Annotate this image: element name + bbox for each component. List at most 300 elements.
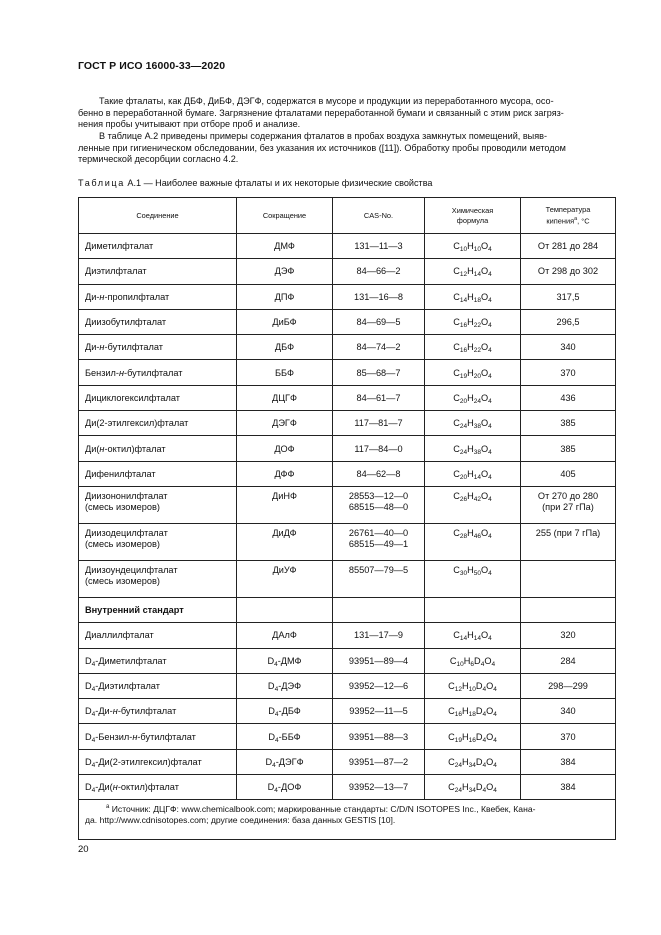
cell-formula [425, 411, 521, 436]
formula-element: О [486, 706, 494, 717]
formula-element: О [484, 655, 492, 666]
formula-count: 4 [493, 736, 497, 744]
boiling-point: 284 [560, 655, 576, 666]
abbreviation: ДиНФ [272, 490, 297, 501]
deuterium-prefix: D [85, 756, 92, 767]
cell-compound [79, 284, 237, 309]
formula-count: 24 [454, 761, 462, 769]
table-row [79, 461, 616, 486]
compound-name-suffix: -бутилфталат [117, 706, 177, 717]
cell-compound [79, 775, 237, 800]
table-row [79, 335, 616, 360]
formula-count: 12 [454, 686, 462, 693]
formula-element: Н [467, 418, 474, 429]
formula-count: 10 [456, 660, 464, 668]
abbreviation: ББФ [275, 367, 294, 378]
table-row [79, 284, 616, 309]
formula-count: 18 [473, 296, 481, 304]
formula-element: Н [461, 681, 469, 691]
compound-name-main: н [99, 443, 105, 454]
cell-abbreviation [237, 284, 333, 309]
formula-count: 4 [482, 761, 487, 769]
formula-element: О [486, 782, 494, 793]
cell-compound [79, 309, 237, 334]
cell-boiling-point [521, 523, 616, 560]
cell-cas-number [333, 699, 425, 724]
formula-element: D [475, 756, 483, 767]
paragraph-line: Такие фталаты, как ДБФ, ДиБФ, ДЭГФ, содержатся в мусоре и продукции из переработанного мусора, осо- [99, 96, 554, 106]
abbreviation: ДЭГФ [272, 418, 297, 429]
footnote-line: да. http://www.cdnisotopes.com; другие соединения: база данных GESTIS [10]. [85, 815, 396, 826]
compound-name-prefix: - [95, 655, 99, 666]
cell-boiling-point [521, 335, 616, 360]
abbreviation: ДМФ [274, 241, 295, 252]
cell-compound [79, 623, 237, 648]
compound-name-prefix: Ди- [85, 291, 100, 302]
compound-name-line: Диизононилфталат [85, 490, 168, 501]
cell-boiling-point [521, 775, 616, 800]
abbreviation: ДЭФ [274, 266, 295, 277]
cas-number: 93951—87—2 [348, 756, 409, 767]
formula-element: Н [467, 342, 474, 353]
formula-element: Н [467, 468, 474, 479]
cell-compound [79, 436, 237, 461]
boiling-point: 385 [560, 418, 576, 429]
compound-name-suffix: -бутилфталат [137, 731, 196, 742]
formula-element: С [453, 266, 460, 277]
cell-formula [425, 724, 521, 749]
cell-abbreviation [237, 461, 333, 486]
formula-count: 4 [488, 397, 492, 405]
boiling-point: 340 [560, 706, 576, 717]
formula-count: 24 [459, 423, 468, 431]
cell-abbreviation [237, 749, 333, 774]
deuterium-count: 4 [91, 711, 96, 719]
col-header-cas: CAS-No. [333, 198, 425, 234]
footnote-line: $^а$ Источник: ДЦГФ: www.chemicalbook.com; маркированные стандарты: C/D/N ISOTOPES Inc., Квебек, Кана- [106, 804, 536, 815]
formula-count: 4 [493, 761, 497, 769]
boiling-point: (при 27 гПа) [542, 501, 594, 512]
abbreviation: D [267, 782, 275, 793]
col-header-formula-line2: формула [456, 215, 489, 225]
table-row [79, 724, 616, 749]
compound-name-suffix: -бутилфталат [124, 367, 183, 378]
formula-count: 14 [459, 635, 468, 643]
col-header-compound: Соединение [79, 198, 237, 234]
table-section-row [79, 597, 616, 622]
cell-boiling-point [521, 560, 616, 597]
formula-element: С [453, 564, 460, 575]
abbreviation-sub: 4 [274, 660, 278, 668]
formula-element: С [453, 527, 460, 538]
formula-element: О [480, 443, 489, 454]
cell-boiling-point [521, 309, 616, 334]
table-row [79, 523, 616, 560]
cell-cas-number [333, 335, 425, 360]
cell-formula [425, 523, 521, 560]
formula-count: 4 [488, 372, 492, 380]
cell-boiling-point [521, 623, 616, 648]
formula-count: 19 [459, 372, 468, 380]
footnote-marker: а [574, 215, 578, 222]
cell-compound [79, 560, 237, 597]
formula-element: С [453, 392, 460, 403]
cell-abbreviation [237, 623, 333, 648]
cell-abbreviation [237, 724, 333, 749]
cas-number: 93952—12—6 [348, 681, 409, 691]
formula-count: 26 [459, 495, 468, 503]
abbreviation-suffix: -ДОФ [277, 782, 302, 793]
compound-name-line: (смесь изомеров) [85, 501, 160, 512]
cell-abbreviation [237, 523, 333, 560]
cell-boiling-point [521, 648, 616, 673]
footnote-marker: а [106, 804, 110, 811]
table-caption [78, 178, 433, 188]
boiling-point: 370 [560, 731, 576, 742]
abbreviation: ДПФ [274, 291, 295, 302]
table-row [79, 360, 616, 385]
cell-cas-number [333, 775, 425, 800]
compound-name-main: н [112, 706, 118, 717]
col-header-temp-line1: Температура [545, 205, 591, 215]
cell-abbreviation [237, 775, 333, 800]
formula-element: Н [467, 564, 474, 575]
compound-name-line: Диизодецилфталат [85, 527, 168, 538]
cell-formula [425, 309, 521, 334]
abbreviation: ДФФ [274, 468, 295, 479]
cell-compound [79, 234, 237, 259]
formula-count: 4 [482, 787, 487, 795]
formula-count: 42 [473, 495, 481, 503]
compound-name-main: н [118, 367, 125, 378]
formula-element: С [453, 490, 460, 501]
formula-element: Н [467, 317, 474, 328]
table-footnote-row [79, 800, 616, 840]
cell-abbreviation [237, 259, 333, 284]
formula-element: Н [461, 756, 469, 767]
formula-element: С [453, 241, 460, 252]
table-row [79, 486, 616, 523]
cas-number: 93952—11—5 [349, 706, 408, 717]
formula-element: Н [467, 367, 474, 378]
cell-formula [425, 775, 521, 800]
boiling-point: 296,5 [556, 317, 580, 328]
cell-compound [79, 461, 237, 486]
deuterium-count: 4 [91, 660, 96, 668]
deuterium-prefix: D [85, 731, 92, 742]
cell-formula [425, 673, 521, 698]
cas-number: 84—74—2 [356, 342, 401, 353]
cas-number: 117—84—0 [354, 443, 403, 454]
cell-cas-number [333, 523, 425, 560]
formula-element: С [448, 706, 455, 717]
boiling-point: 298—299 [548, 681, 588, 691]
cell-cas-number [333, 259, 425, 284]
compound-name-prefix: -Ди(2-этилгексил)фталат [95, 756, 202, 767]
cell-boiling-point [521, 724, 616, 749]
formula-element: Н [467, 291, 474, 302]
formula-element: О [480, 468, 489, 479]
formula-element: О [480, 418, 489, 429]
formula-element: О [480, 490, 489, 501]
deuterium-prefix: D [85, 706, 92, 717]
cell-abbreviation [237, 699, 333, 724]
formula-count: 20 [459, 473, 468, 481]
cell-cas-number [333, 234, 425, 259]
compound-name-line: (смесь изомеров) [85, 538, 160, 549]
formula-element: О [480, 291, 489, 302]
cas-number: 28553—12—0 [348, 490, 409, 501]
table-caption-text: А.1 — Наиболее важные фталаты и их некоторые физические свойства [127, 178, 433, 188]
table-footnote [79, 800, 616, 840]
formula-count: 4 [488, 246, 492, 254]
empty-cell [333, 597, 425, 622]
formula-element: Н [461, 706, 469, 717]
cell-boiling-point [521, 411, 616, 436]
table-row [79, 673, 616, 698]
formula-count: 24 [459, 448, 468, 456]
abbreviation: ДОФ [274, 443, 295, 454]
cell-boiling-point [521, 461, 616, 486]
cell-boiling-point [521, 284, 616, 309]
boiling-point: От 281 до 284 [537, 241, 599, 252]
cas-number: 131—17—9 [353, 630, 404, 641]
formula-count: 30 [459, 569, 468, 577]
formula-count: 10 [459, 246, 468, 254]
compound-name-suffix: -октил)фталат [117, 782, 179, 793]
formula-count: 34 [468, 761, 476, 769]
formula-count: 4 [493, 711, 497, 719]
cell-boiling-point [521, 385, 616, 410]
formula-element: Н [467, 241, 474, 252]
formula-element: С [448, 756, 455, 767]
cell-cas-number [333, 648, 425, 673]
deuterium-count: 4 [91, 761, 96, 769]
cell-formula [425, 436, 521, 461]
cell-boiling-point [521, 699, 616, 724]
abbreviation-suffix: -ДЭГФ [275, 756, 304, 767]
formula-count: 4 [488, 448, 492, 456]
abbreviation-suffix: -ББФ [278, 731, 301, 742]
deuterium-count: 4 [91, 686, 96, 693]
formula-count: 24 [473, 397, 481, 405]
formula-element: С [448, 731, 455, 742]
cell-boiling-point [521, 234, 616, 259]
formula-count: 6 [470, 660, 475, 668]
formula-count: 4 [482, 736, 487, 744]
abbreviation-sub: 4 [274, 686, 279, 693]
compound-name-prefix: -Бензил- [95, 731, 133, 742]
paragraph-line: термической десорбции согласно 4.2. [78, 154, 239, 165]
formula-count: 18 [468, 711, 476, 719]
paragraph-line: ленные при гигиеническом обследовании, без указания их источников ([11]). Обработку пробы проводили методом [78, 142, 566, 153]
cas-number: 68515—49—1 [348, 538, 409, 549]
table-row [79, 560, 616, 597]
cell-compound [79, 699, 237, 724]
formula-count: 4 [488, 635, 492, 643]
formula-element: Н [467, 490, 474, 501]
formula-element: О [480, 342, 489, 353]
compound-name-prefix: Ди( [85, 443, 100, 454]
abbreviation-sub: 4 [274, 787, 278, 795]
compound-name-prefix: -Ди( [95, 782, 113, 793]
cell-cas-number [333, 436, 425, 461]
formula-count: 4 [488, 423, 492, 431]
compound-name-main: Диаллилфталат [85, 630, 154, 641]
formula-count: 10 [468, 686, 476, 693]
cell-formula [425, 486, 521, 523]
table-header-row [79, 198, 616, 234]
formula-count: 22 [473, 347, 481, 355]
formula-element: С [453, 443, 460, 454]
cas-number: 84—62—8 [356, 468, 401, 479]
paragraph-table-reference [78, 131, 615, 166]
formula-element: О [480, 241, 489, 252]
cell-compound [79, 648, 237, 673]
formula-element: О [486, 731, 494, 742]
cas-number: 93951—89—4 [348, 655, 409, 666]
compound-name-line: Диизоундецилфталат [85, 564, 178, 575]
formula-element: С [453, 367, 460, 378]
formula-count: 4 [488, 473, 492, 481]
cas-number: 131—11—3 [354, 241, 403, 252]
compound-name-main: н [99, 342, 105, 353]
cell-formula [425, 648, 521, 673]
formula-element: С [449, 655, 457, 666]
formula-element: С [453, 342, 460, 353]
formula-element: С [453, 468, 460, 479]
table-row [79, 309, 616, 334]
table-row [79, 259, 616, 284]
paragraph-line: бенно в переработанной бумаге. Загрязнение фталатами переработанной бумаги и связанный с этим риск загряз- [78, 107, 564, 118]
formula-count: 38 [473, 448, 481, 456]
formula-element: Н [461, 782, 469, 793]
cell-cas-number [333, 673, 425, 698]
deuterium-prefix: D [85, 782, 92, 793]
boiling-point: 385 [560, 443, 576, 454]
cell-cas-number [333, 360, 425, 385]
formula-count: 14 [473, 473, 481, 481]
abbreviation-suffix: -ДМФ [277, 655, 302, 666]
table-row [79, 385, 616, 410]
boiling-point: 436 [560, 392, 576, 403]
formula-element: О [480, 317, 489, 328]
col-header-formula-line1: Химическая [451, 205, 494, 215]
compound-name-main: Диметилфталат [85, 241, 154, 252]
cell-abbreviation [237, 436, 333, 461]
formula-element: Н [467, 392, 474, 403]
formula-count: 16 [459, 347, 468, 355]
table-row [79, 749, 616, 774]
cell-formula [425, 234, 521, 259]
formula-element: С [453, 418, 460, 429]
abbreviation-sub: 4 [272, 761, 276, 769]
formula-element: С [453, 317, 460, 328]
formula-element: D [474, 655, 481, 666]
formula-element: D [475, 681, 483, 691]
cas-number: 84—69—5 [356, 317, 401, 328]
cas-number: 26761—40—0 [348, 527, 409, 538]
table-row [79, 234, 616, 259]
abbreviation-suffix: -ДБФ [278, 706, 301, 717]
abbreviation: D [265, 756, 273, 767]
formula-count: 24 [454, 787, 462, 795]
formula-element: Н [461, 731, 469, 742]
compound-name-main: н [112, 782, 118, 793]
formula-count: 4 [491, 660, 496, 668]
compound-name-suffix: -пропилфталат [104, 291, 170, 302]
abbreviation: ДиУФ [272, 564, 297, 575]
abbreviation-sub: 4 [275, 736, 279, 744]
cell-boiling-point [521, 436, 616, 461]
formula-element: С [448, 681, 455, 691]
cell-cas-number [333, 284, 425, 309]
formula-count: 4 [480, 660, 485, 668]
empty-cell [237, 597, 333, 622]
cell-abbreviation [237, 411, 333, 436]
cell-cas-number [333, 623, 425, 648]
deuterium-prefix: D [85, 681, 92, 691]
cas-number: 84—61—7 [356, 392, 401, 403]
formula-count: 20 [459, 397, 468, 405]
abbreviation-sub: 4 [274, 711, 279, 719]
formula-element: С [448, 782, 455, 793]
deuterium-prefix: D [85, 655, 92, 666]
table-row [79, 436, 616, 461]
formula-count: 46 [473, 532, 481, 540]
cell-formula [425, 699, 521, 724]
document-header: ГОСТ Р ИСО 16000-33—2020 [78, 60, 226, 72]
formula-count: 28 [459, 532, 468, 540]
cell-compound [79, 523, 237, 560]
formula-count: 38 [473, 423, 481, 431]
cell-boiling-point [521, 259, 616, 284]
formula-count: 4 [493, 686, 497, 693]
abbreviation: ДАлФ [272, 630, 297, 641]
cell-abbreviation [237, 486, 333, 523]
cell-abbreviation [237, 234, 333, 259]
cell-boiling-point [521, 360, 616, 385]
col-header-temp-unit: , °С [577, 216, 590, 226]
cas-number: 68515—48—0 [348, 501, 409, 512]
cell-boiling-point [521, 749, 616, 774]
cell-cas-number [333, 309, 425, 334]
cell-formula [425, 335, 521, 360]
cell-abbreviation [237, 360, 333, 385]
formula-element: D [475, 782, 483, 793]
formula-count: 4 [482, 711, 487, 719]
abbreviation: D [267, 681, 275, 691]
cell-formula [425, 560, 521, 597]
cas-number: 131—16—8 [353, 291, 404, 302]
abbreviation: D [268, 706, 275, 717]
formula-count: 16 [468, 736, 476, 744]
col-header-formula [425, 198, 521, 234]
formula-count: 4 [488, 347, 492, 355]
cell-formula [425, 623, 521, 648]
abbreviation: D [267, 655, 275, 666]
compound-name-main: Диэтилфталат [85, 266, 147, 277]
boiling-point: 317,5 [556, 291, 580, 302]
table-caption-label: Таблица [78, 178, 125, 188]
formula-element: Н [467, 443, 474, 454]
compound-name-main: н [132, 731, 138, 742]
empty-cell [521, 597, 616, 622]
cell-abbreviation [237, 560, 333, 597]
paragraph-line: нения пробы учитывают при отборе проб и анализе. [78, 119, 301, 130]
abbreviation: ДиДФ [272, 527, 297, 538]
abbreviation: D [268, 731, 275, 742]
